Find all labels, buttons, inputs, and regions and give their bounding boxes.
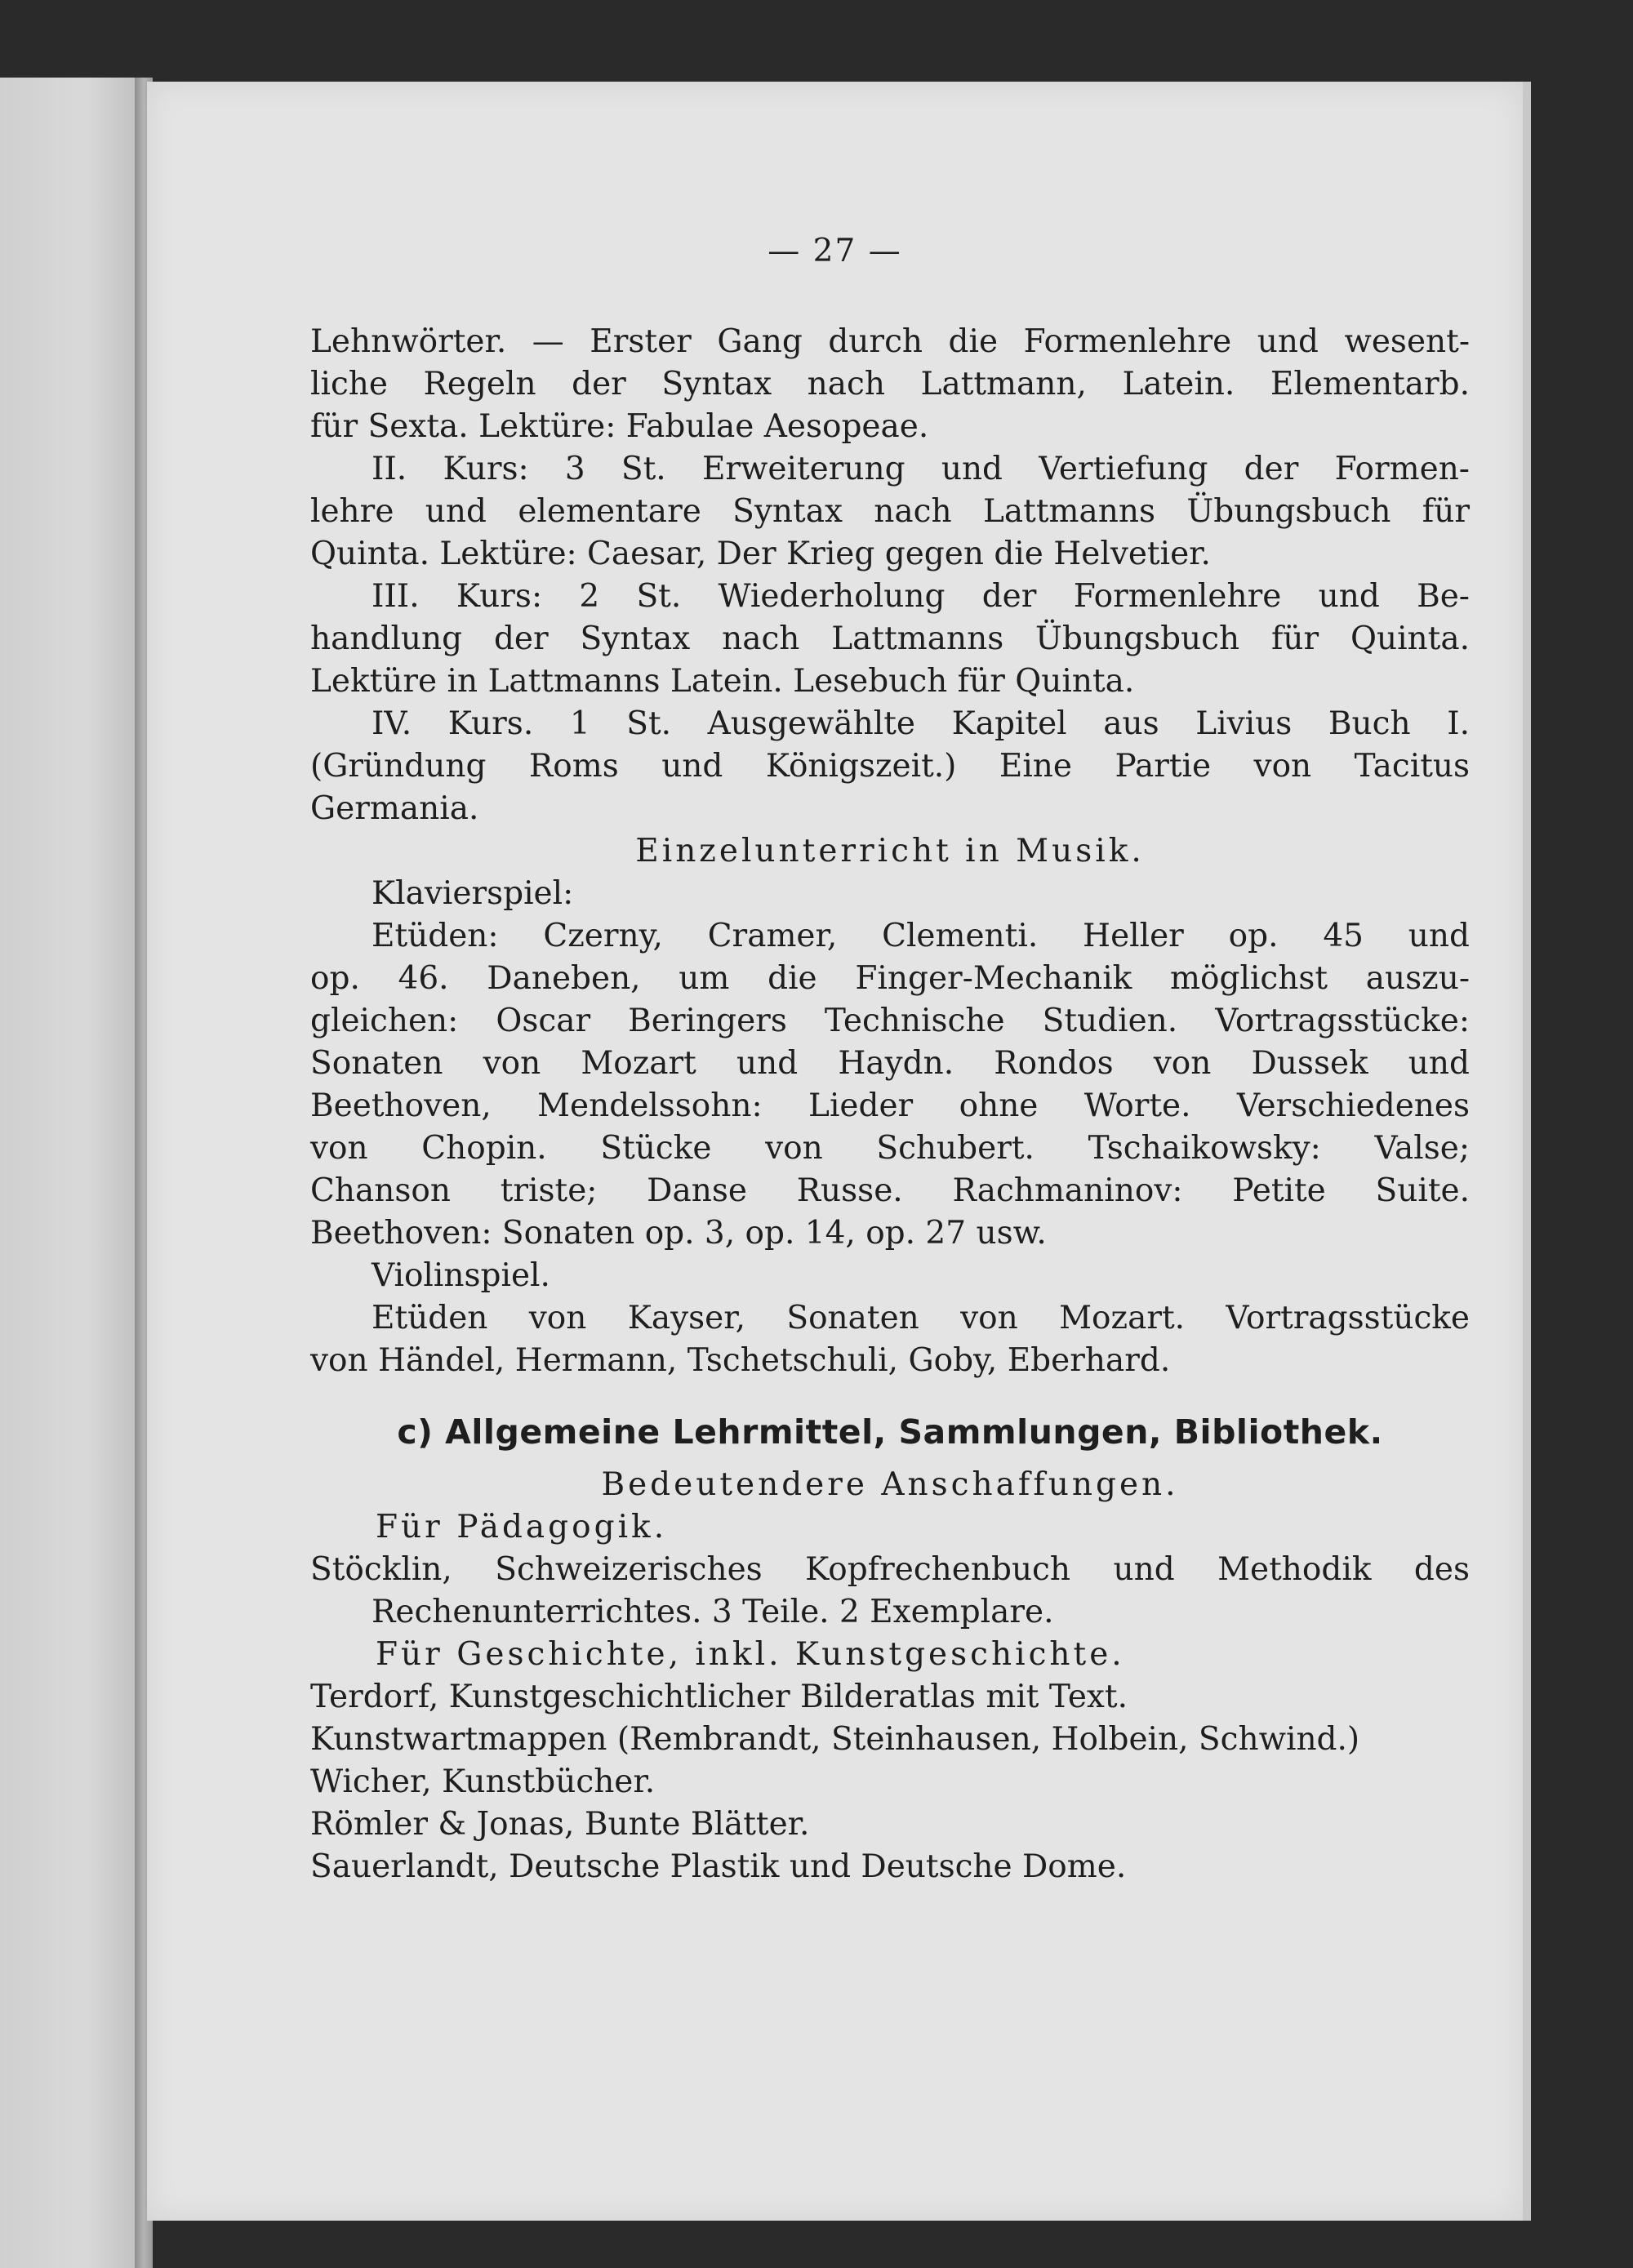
text-line: op. 46. Daneben, um die Finger-Mechanik möglichst auszu- (310, 960, 1470, 997)
text-line: Sauerlandt, Deutsche Plastik und Deutsche Dome. (310, 1848, 1127, 1885)
text-line: Stöcklin, Schweizerisches Kopfrechenbuch und Methodik des (310, 1551, 1470, 1588)
text-line: gleichen: Oscar Beringers Technische Studien. Vortragsstücke: (310, 1003, 1470, 1039)
text-line: Beethoven: Sonaten op. 3, op. 14, op. 27 usw. (310, 1215, 1047, 1252)
text-line: Lektüre in Lattmanns Latein. Lesebuch für Quinta. (310, 663, 1135, 700)
text-line: lehre und elementare Syntax nach Lattmanns Übungsbuch für (310, 493, 1470, 530)
text-line: Lehnwörter. — Erster Gang durch die Formenlehre und wesent- (310, 323, 1470, 360)
text-line: Sonaten von Mozart und Haydn. Rondos von Dussek und (310, 1045, 1470, 1082)
page-number: — 27 — (768, 233, 902, 269)
text-line: III. Kurs: 2 St. Wiederholung der Formenlehre und Be- (372, 578, 1470, 615)
text-line: Quinta. Lektüre: Caesar, Der Krieg gegen die Helvetier. (310, 536, 1211, 572)
page-text (310, 321, 1470, 1888)
text-line: IV. Kurs. 1 St. Ausgewählte Kapitel aus Livius Buch I. (372, 705, 1470, 742)
text-line: von Chopin. Stücke von Schubert. Tschaikowsky: Valse; (310, 1130, 1470, 1167)
section-subheading: Bedeutendere Anschaffungen. (601, 1466, 1179, 1503)
text-line: handlung der Syntax nach Lattmanns Übungsbuch für Quinta. (310, 620, 1470, 657)
text-line: Klavierspiel: (372, 875, 574, 912)
text-line: II. Kurs: 3 St. Erweiterung und Vertiefung der Formen- (372, 451, 1470, 487)
subject-heading-paedagogik: Für Pädagogik. (376, 1509, 668, 1545)
section-heading: c) Allgemeine Lehrmittel, Sammlungen, Bibliothek. (397, 1412, 1383, 1452)
text-line: Beethoven, Mendelssohn: Lieder ohne Worte. Verschiedenes (310, 1087, 1470, 1124)
text-line: Etüden von Kayser, Sonaten von Mozart. Vortragsstücke (372, 1300, 1470, 1336)
text-line: für Sexta. Lektüre: Fabulae Aesopeae. (310, 408, 929, 445)
subject-heading-geschichte: Für Geschichte, inkl. Kunstgeschichte. (376, 1636, 1125, 1673)
text-line: Wicher, Kunstbücher. (310, 1763, 656, 1800)
text-line: (Gründung Roms und Königszeit.) Eine Partie von Tacitus (310, 748, 1470, 785)
text-line: Violinspiel. (372, 1257, 550, 1294)
text-line: Terdorf, Kunstgeschichtlicher Bilderatlas mit Text. (310, 1679, 1128, 1715)
left-page-edge (0, 78, 145, 2268)
text-line: Chanson triste; Danse Russe. Rachmaninov: Petite Suite. (310, 1172, 1470, 1209)
text-line: liche Regeln der Syntax nach Lattmann, Latein. Elementarb. (310, 366, 1470, 402)
text-line: von Händel, Hermann, Tschetschuli, Goby, Eberhard. (310, 1342, 1171, 1379)
section-subheading-musik: Einzelunterricht in Musik. (635, 833, 1145, 869)
text-line: Kunstwartmappen (Rembrandt, Steinhausen, Holbein, Schwind.) (310, 1721, 1360, 1758)
text-line: Römler & Jonas, Bunte Blätter. (310, 1806, 810, 1843)
text-line: Etüden: Czerny, Cramer, Clementi. Heller op. 45 und (372, 918, 1470, 954)
text-line: Rechenunterrichtes. 3 Teile. 2 Exemplare. (372, 1594, 1054, 1630)
document-page (147, 82, 1523, 2221)
page-right-edge (1523, 82, 1531, 2221)
text-line: Germania. (310, 790, 479, 827)
